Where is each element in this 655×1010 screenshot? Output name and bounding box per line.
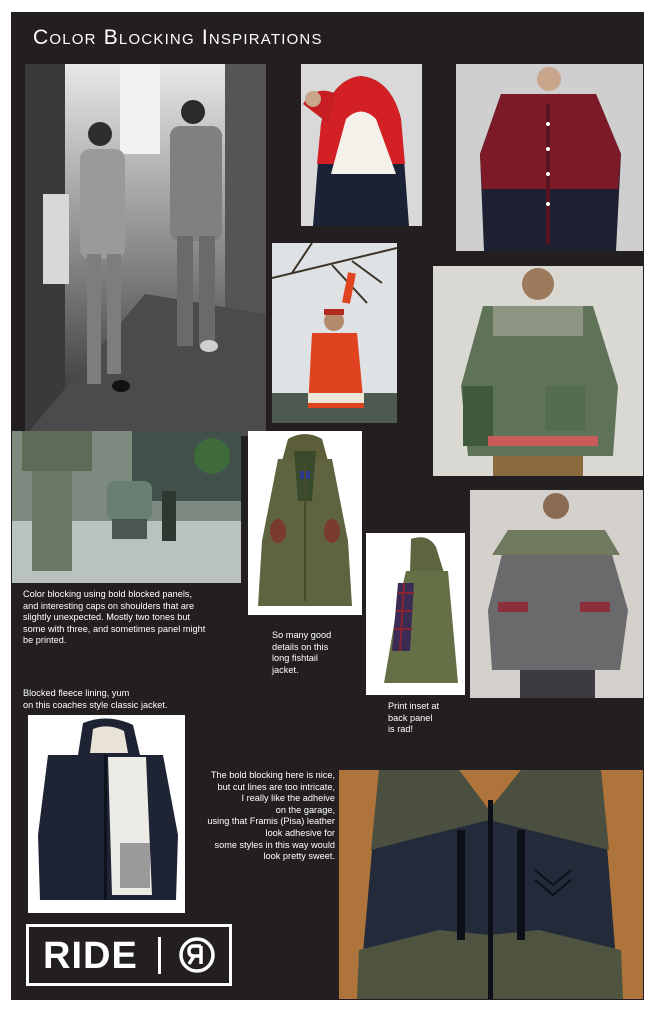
street-walkers-photo	[25, 64, 266, 436]
ride-logo	[26, 924, 232, 986]
logo-divider	[158, 937, 161, 974]
fleece-lined-jacket-photo	[28, 715, 185, 913]
ride-wordmark: RIDE	[43, 935, 138, 977]
fishtail-parka-photo	[248, 431, 362, 615]
grey-wool-jacket-photo	[470, 490, 643, 698]
caption-print-inset: Print inset at back panel is rad!	[388, 701, 440, 735]
red-white-navy-hood-photo	[301, 64, 422, 226]
page-title: Color Blocking Inspirations	[33, 26, 323, 49]
caption-bold-blocking: The bold blocking here is nice, but cut lines are too intricate, I really like the adheive on the garage, using that Framis (Pisa) leather look adhesive for some styles in this way would look pretty sweet.	[207, 770, 335, 862]
navy-olive-vest-photo	[339, 770, 643, 999]
moodboard	[11, 12, 644, 1000]
green-chore-jacket-photo	[433, 266, 643, 476]
caption-bold-blocked-panels: Color blocking using bold blocked panels, and interesting caps on shoulders that are slightly unexpected. Mostly two tones but some with three, and sometimes panel might be printed.	[23, 589, 206, 646]
ride-r-mark-icon	[177, 935, 217, 975]
plaid-inset-parka-photo	[366, 533, 465, 695]
orange-jacket-branch-photo	[272, 243, 397, 423]
caption-fishtail-jacket: So many good details on this long fishtail jacket.	[272, 630, 332, 675]
maroon-navy-jacket-photo	[456, 64, 643, 251]
workers-wet-street-photo	[12, 431, 241, 583]
caption-fleece-lining: Blocked fleece lining, yum on this coaches style classic jacket.	[23, 688, 168, 710]
